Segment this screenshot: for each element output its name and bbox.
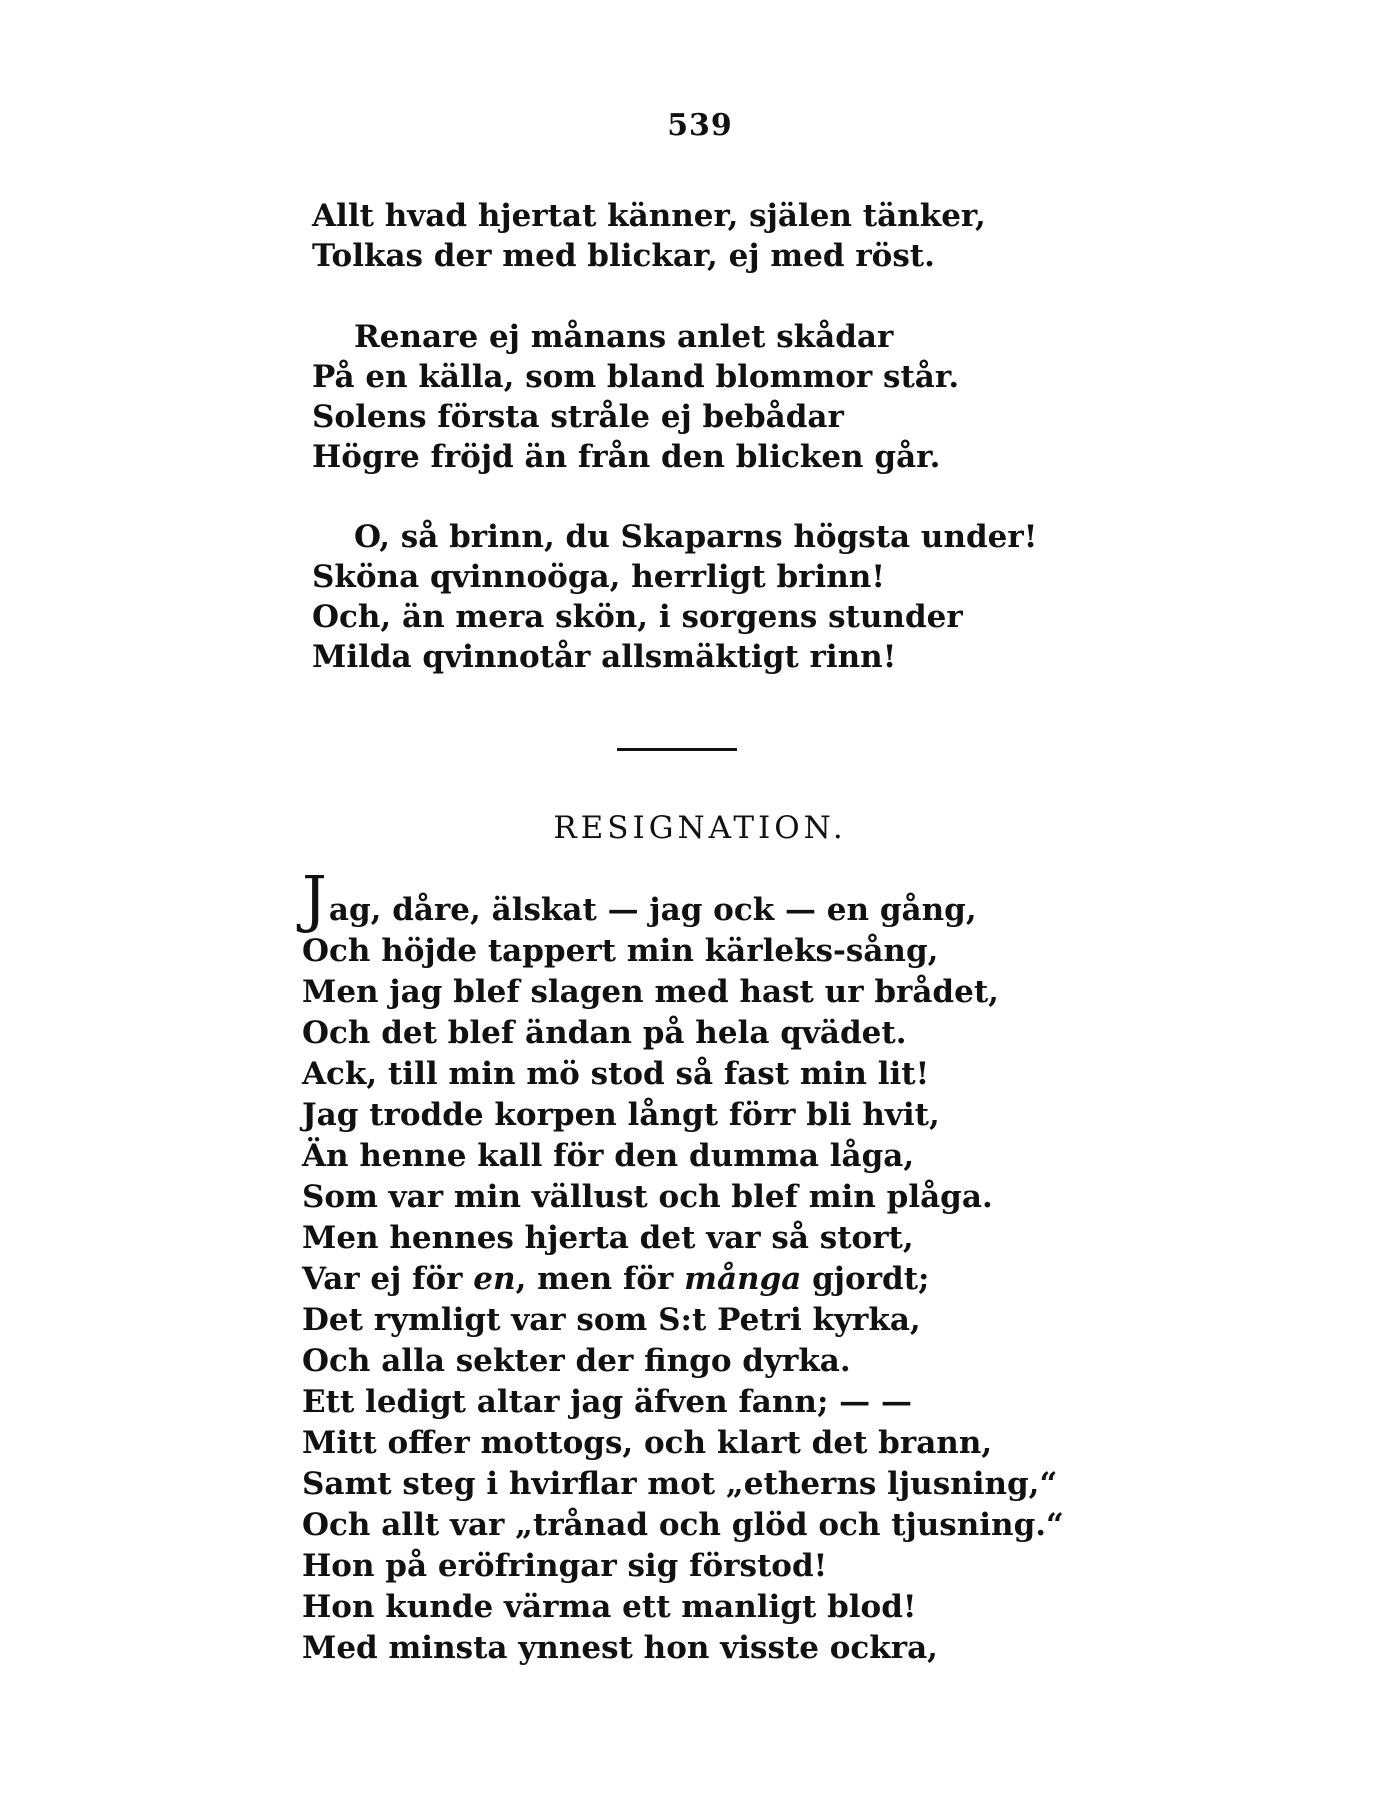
verse-line: Milda qvinnotår allsmäktigt rinn! <box>312 639 897 675</box>
verse-line: Högre fröjd än från den blicken går. <box>312 439 941 475</box>
verse-line: Tolkas der med blickar, ej med röst. <box>312 238 935 274</box>
poem-title: RESIGNATION. <box>553 810 847 846</box>
verse-line: Och höjde tappert min kärleks-sång, <box>302 933 939 969</box>
verse-line: Allt hvad hjertat känner, själen tänker, <box>312 198 986 234</box>
verse-line: Hon på eröfringar sig förstod! <box>302 1548 828 1584</box>
verse-line: Och alla sekter der fingo dyrka. <box>302 1343 851 1379</box>
stanza-1 <box>312 196 986 276</box>
verse-line: På en källa, som bland blommor står. <box>312 359 960 395</box>
line-part: Var ej för <box>302 1261 474 1297</box>
stanza-3 <box>312 517 1037 677</box>
verse-line: Men jag blef slagen med hast ur brådet, <box>302 974 999 1010</box>
verse-line: Solens första stråle ej bebådar <box>312 399 844 435</box>
verse-line: Samt steg i hvirflar mot „etherns ljusning,“ <box>302 1466 1058 1502</box>
stanza-2 <box>312 317 959 477</box>
verse-line: Ett ledigt altar jag äfven fann; — — <box>302 1384 912 1420</box>
verse-line: Ack, till min mö stod så fast min lit! <box>302 1056 930 1092</box>
verse-line-italic <box>302 1259 1064 1300</box>
first-line-text: ag, dåre, älskat — jag ock — en gång, <box>328 892 977 928</box>
drop-cap: J <box>302 862 327 935</box>
italic-word: många <box>684 1261 802 1297</box>
verse-line: Sköna qvinnoöga, herrligt brinn! <box>312 559 885 595</box>
verse-line: O, så brinn, du Skaparns högsta under! <box>354 519 1038 555</box>
line-part: , men för <box>515 1261 685 1297</box>
verse-line: Och, än mera skön, i sorgens stunder <box>312 599 963 635</box>
verse-line: Än henne kall för den dumma låga, <box>302 1138 915 1174</box>
section-divider <box>617 748 737 751</box>
verse-line: Och allt var „trånad och glöd och tjusning.“ <box>302 1507 1064 1543</box>
verse-line: Och det blef ändan på hela qvädet. <box>302 1015 907 1051</box>
verse-line-first <box>302 862 1064 935</box>
poem-body <box>302 862 1064 1669</box>
verse-line: Mitt offer mottogs, och klart det brann, <box>302 1425 993 1461</box>
page-number: 539 <box>667 108 733 143</box>
verse-line: Hon kunde värma ett manligt blod! <box>302 1589 917 1625</box>
verse-line: Jag trodde korpen långt förr bli hvit, <box>302 1097 940 1133</box>
verse-line: Som var min vällust och blef min plåga. <box>302 1179 993 1215</box>
verse-line: Renare ej månans anlet skådar <box>354 319 894 355</box>
line-part: gjordt; <box>801 1261 930 1297</box>
italic-word: en <box>473 1261 516 1297</box>
verse-line: Det rymligt var som S:t Petri kyrka, <box>302 1302 921 1338</box>
verse-line: Med minsta ynnest hon visste ockra, <box>302 1630 938 1666</box>
verse-line: Men hennes hjerta det var så stort, <box>302 1220 914 1256</box>
